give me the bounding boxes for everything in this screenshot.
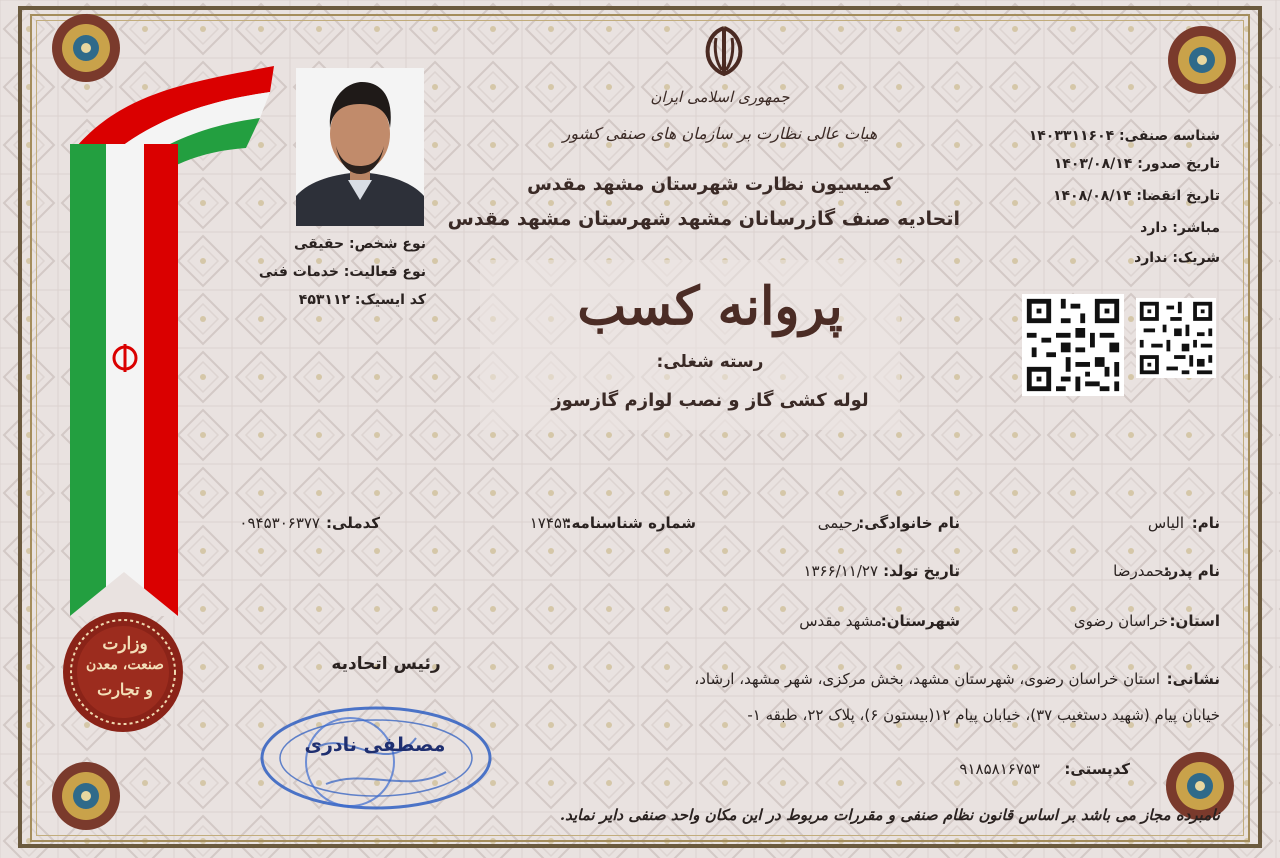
isic-code: کد ایسیک: ۴۵۳۱۱۲ [298,292,426,308]
family-name-value: رحیمی [817,514,860,532]
signatory-name: مصطفی نادری [304,734,446,756]
qr-code-right [1136,298,1216,378]
expiry-date: تاریخ انقضا: ۱۴۰۸/۰۸/۱۴ [1052,188,1220,204]
commission-title: کمیسیون نظارت شهرستان مشهد مقدس [527,174,893,195]
iran-emblem [696,22,752,78]
national-code-label: کدملی: [326,514,380,532]
issue-date: تاریخ صدور: ۱۴۰۳/۰۸/۱۴ [1053,156,1220,172]
activity-type: نوع فعالیت: خدمات فنی [258,264,426,280]
seal-line-2: صنعت، معدن [86,657,164,673]
holder-photo [296,68,424,226]
qr-code-left [1022,294,1124,396]
postal-code-value: ۹۱۸۵۸۱۶۷۵۳ [959,760,1040,778]
postal-code-label: کدپستی: [1064,760,1130,778]
page-title: پروانه کسب [577,276,843,337]
id-number-label: شماره شناسنامه: [565,514,696,532]
city-label: شهرستان: [880,612,960,630]
footer-statement: نامبرده مجاز می باشد بر اساس قانون نظام صنفی و مقررات مربوط در این مکان واحد صنفی دایر نماید. [559,806,1220,824]
union-title: اتحادیه صنف گازرسانان مشهد شهرستان مشهد مقدس [447,208,960,230]
person-type: نوع شخص: حقیقی [293,236,426,252]
birth-date-label: تاریخ تولد: [883,562,960,580]
flag-ribbon [60,52,290,632]
board-title: هیات عالی نظارت بر سازمان های صنفی کشور [562,124,878,143]
father-name-label: نام پدر: [1163,562,1220,580]
official-stamp [256,698,496,818]
name-label: نام: [1191,514,1220,532]
partner: شریک: ندارد [1134,250,1220,266]
name-value: الیاس [1147,514,1184,532]
birth-date-value: ۱۳۶۶/۱۱/۲۷ [803,562,878,580]
corner-ornament-bottom-left [36,746,136,846]
corner-ornament-top-right [1152,10,1252,110]
category-value: لوله کشی گاز و نصب لوازم گازسوز [551,390,869,411]
signature-role: رئیس اتحادیه [331,654,441,674]
seal-line-3: و تجارت [97,680,153,699]
republic-title: جمهوری اسلامی ایران [650,88,790,106]
seal-line-1: وزارت [102,634,148,654]
province-label: استان: [1169,612,1220,630]
address-line-1: استان خراسان رضوی، شهرستان مشهد، بخش مرکزی، شهر مشهد، ارشاد، [694,670,1160,688]
id-number-value: ۱۷۴۵۳ [529,514,570,532]
national-code-value: ۰۹۴۵۳۰۶۳۷۷ [239,514,320,532]
family-name-label: نام خانوادگی: [858,514,960,532]
direct-supervisor: مباشر: دارد [1140,220,1220,236]
province-value: خراسان رضوی [1073,612,1168,630]
city-value: مشهد مقدس [799,612,882,630]
address-line-2: خیابان پیام (شهید دستغیب ۳۷)، خیابان پیام ۱۲(بیستون ۶)، پلاک ۲۲، طبقه ۱- [747,706,1220,724]
guild-id: شناسه صنفی: ۱۴۰۳۳۱۱۶۰۴ [1028,128,1220,144]
address-label: نشانی: [1166,670,1220,688]
father-name-value: محمدرضا [1113,562,1172,580]
category-label: رسته شغلی: [656,352,764,372]
